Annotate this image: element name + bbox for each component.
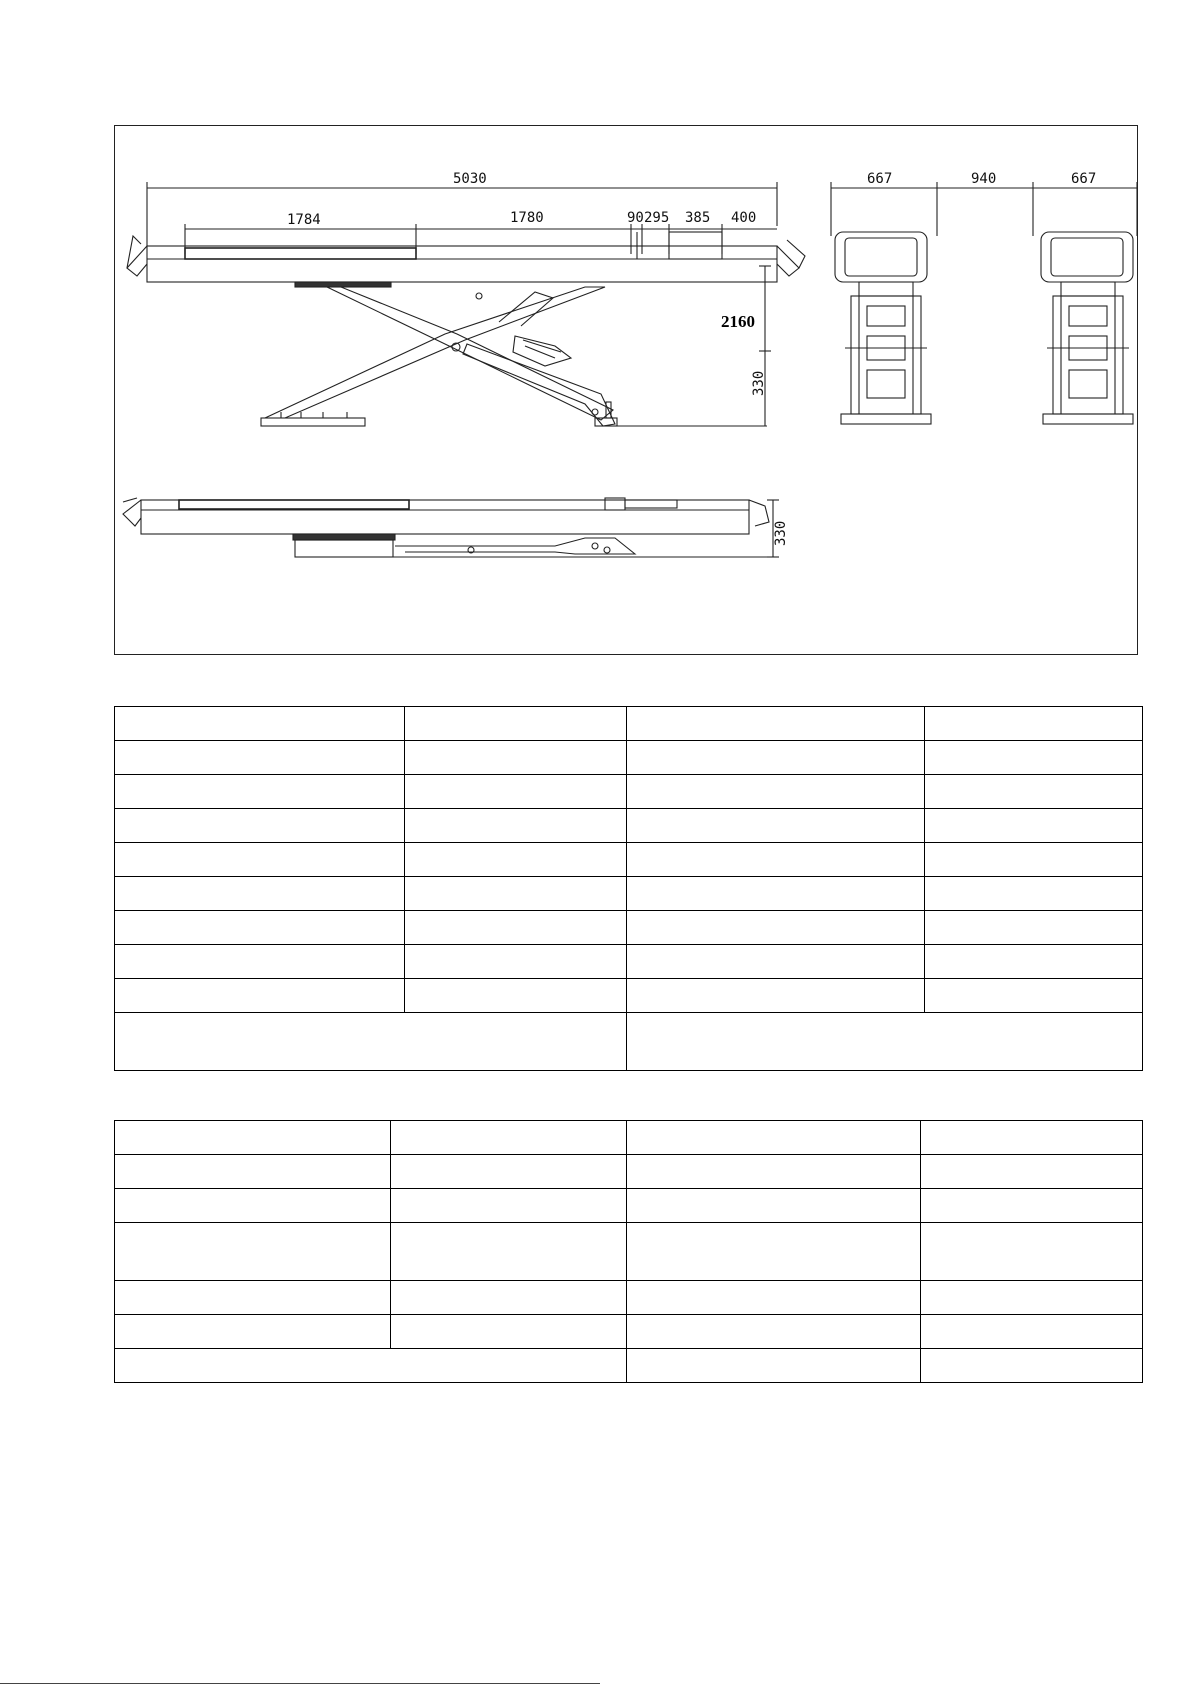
table-cell bbox=[115, 775, 405, 809]
table-cell bbox=[627, 1121, 921, 1155]
table-cell bbox=[115, 1189, 391, 1223]
table-row bbox=[115, 1315, 1143, 1349]
table-cell bbox=[627, 1281, 921, 1315]
table-row bbox=[115, 979, 1143, 1013]
table-cell bbox=[391, 1121, 627, 1155]
dim-segment-400: 400 bbox=[731, 210, 757, 226]
table-cell bbox=[627, 707, 925, 741]
table-row bbox=[115, 1281, 1143, 1315]
dim-width-left: 667 bbox=[867, 171, 893, 187]
table-cell bbox=[925, 741, 1143, 775]
table-row bbox=[115, 911, 1143, 945]
table-row bbox=[115, 1189, 1143, 1223]
table-cell bbox=[921, 1315, 1143, 1349]
table-cell bbox=[115, 1315, 391, 1349]
table-row bbox=[115, 707, 1143, 741]
table-cell bbox=[627, 1223, 921, 1281]
table-cell bbox=[627, 843, 925, 877]
table-cell bbox=[115, 1121, 391, 1155]
table-cell bbox=[115, 945, 405, 979]
table-cell bbox=[115, 979, 405, 1013]
table-cell bbox=[925, 707, 1143, 741]
side-view-raised bbox=[127, 171, 805, 426]
table-row bbox=[115, 843, 1143, 877]
table-cell bbox=[405, 911, 627, 945]
table-cell bbox=[921, 1281, 1143, 1315]
spec-table-2 bbox=[114, 1120, 1143, 1383]
table-cell bbox=[391, 1155, 627, 1189]
table-cell bbox=[921, 1349, 1143, 1383]
lift-technical-drawing bbox=[115, 126, 1139, 656]
table-cell bbox=[627, 1155, 921, 1189]
table-cell bbox=[925, 775, 1143, 809]
end-view bbox=[831, 171, 1137, 424]
dim-segment-1780: 1780 bbox=[510, 210, 544, 226]
table-cell bbox=[115, 877, 405, 911]
table-cell bbox=[115, 809, 405, 843]
dim-segment-385: 385 bbox=[685, 210, 711, 226]
dim-min-height: 330 bbox=[773, 520, 789, 546]
table-cell bbox=[391, 1281, 627, 1315]
table-cell bbox=[405, 979, 627, 1013]
table-cell bbox=[115, 741, 405, 775]
dim-segment-90: 90 bbox=[627, 210, 644, 226]
table-row bbox=[115, 877, 1143, 911]
table-cell bbox=[405, 809, 627, 843]
table-cell bbox=[405, 775, 627, 809]
table-cell bbox=[391, 1189, 627, 1223]
table-cell bbox=[405, 877, 627, 911]
table-row bbox=[115, 1155, 1143, 1189]
table-row bbox=[115, 1223, 1143, 1281]
technical-drawing-frame bbox=[114, 125, 1138, 655]
side-view-lowered bbox=[123, 498, 789, 557]
table-cell bbox=[405, 741, 627, 775]
dim-base-height: 330 bbox=[751, 370, 767, 396]
table-cell bbox=[627, 1349, 921, 1383]
table-cell bbox=[115, 1013, 627, 1071]
table-cell bbox=[921, 1155, 1143, 1189]
table-cell bbox=[925, 809, 1143, 843]
table-cell bbox=[115, 1155, 391, 1189]
table-cell bbox=[925, 945, 1143, 979]
page-bottom-rule bbox=[0, 1683, 600, 1684]
dim-segment-295: 295 bbox=[644, 210, 670, 226]
table-row bbox=[115, 809, 1143, 843]
dim-width-gap: 940 bbox=[971, 171, 997, 187]
table-cell bbox=[627, 775, 925, 809]
dim-max-height: 2160 bbox=[721, 312, 755, 331]
table-cell bbox=[627, 877, 925, 911]
table-cell bbox=[921, 1223, 1143, 1281]
table-row bbox=[115, 1121, 1143, 1155]
table-cell bbox=[921, 1189, 1143, 1223]
table-cell bbox=[627, 945, 925, 979]
table-cell bbox=[115, 843, 405, 877]
table-cell bbox=[925, 911, 1143, 945]
table-cell bbox=[627, 1315, 921, 1349]
spec-table-1 bbox=[114, 706, 1143, 1071]
table-row bbox=[115, 741, 1143, 775]
table-cell bbox=[405, 843, 627, 877]
table-cell bbox=[921, 1121, 1143, 1155]
table-footer-row bbox=[115, 1349, 1143, 1383]
table-row bbox=[115, 945, 1143, 979]
table-footer-row bbox=[115, 1013, 1143, 1071]
table-cell bbox=[925, 877, 1143, 911]
table-cell bbox=[391, 1223, 627, 1281]
table-cell bbox=[627, 1013, 1143, 1071]
dim-width-right: 667 bbox=[1071, 171, 1097, 187]
table-cell bbox=[925, 843, 1143, 877]
table-cell bbox=[627, 911, 925, 945]
table-row bbox=[115, 775, 1143, 809]
table-cell bbox=[627, 979, 925, 1013]
table-cell bbox=[115, 1223, 391, 1281]
table-cell bbox=[627, 809, 925, 843]
table-cell bbox=[391, 1315, 627, 1349]
table-cell bbox=[115, 1281, 391, 1315]
table-cell bbox=[115, 911, 405, 945]
table-cell bbox=[115, 707, 405, 741]
table-cell bbox=[405, 945, 627, 979]
table-cell bbox=[627, 741, 925, 775]
dim-overall-length: 5030 bbox=[453, 171, 487, 187]
table-cell bbox=[405, 707, 627, 741]
table-cell bbox=[925, 979, 1143, 1013]
table-cell bbox=[115, 1349, 627, 1383]
table-cell bbox=[627, 1189, 921, 1223]
dim-segment-1784: 1784 bbox=[287, 212, 321, 228]
